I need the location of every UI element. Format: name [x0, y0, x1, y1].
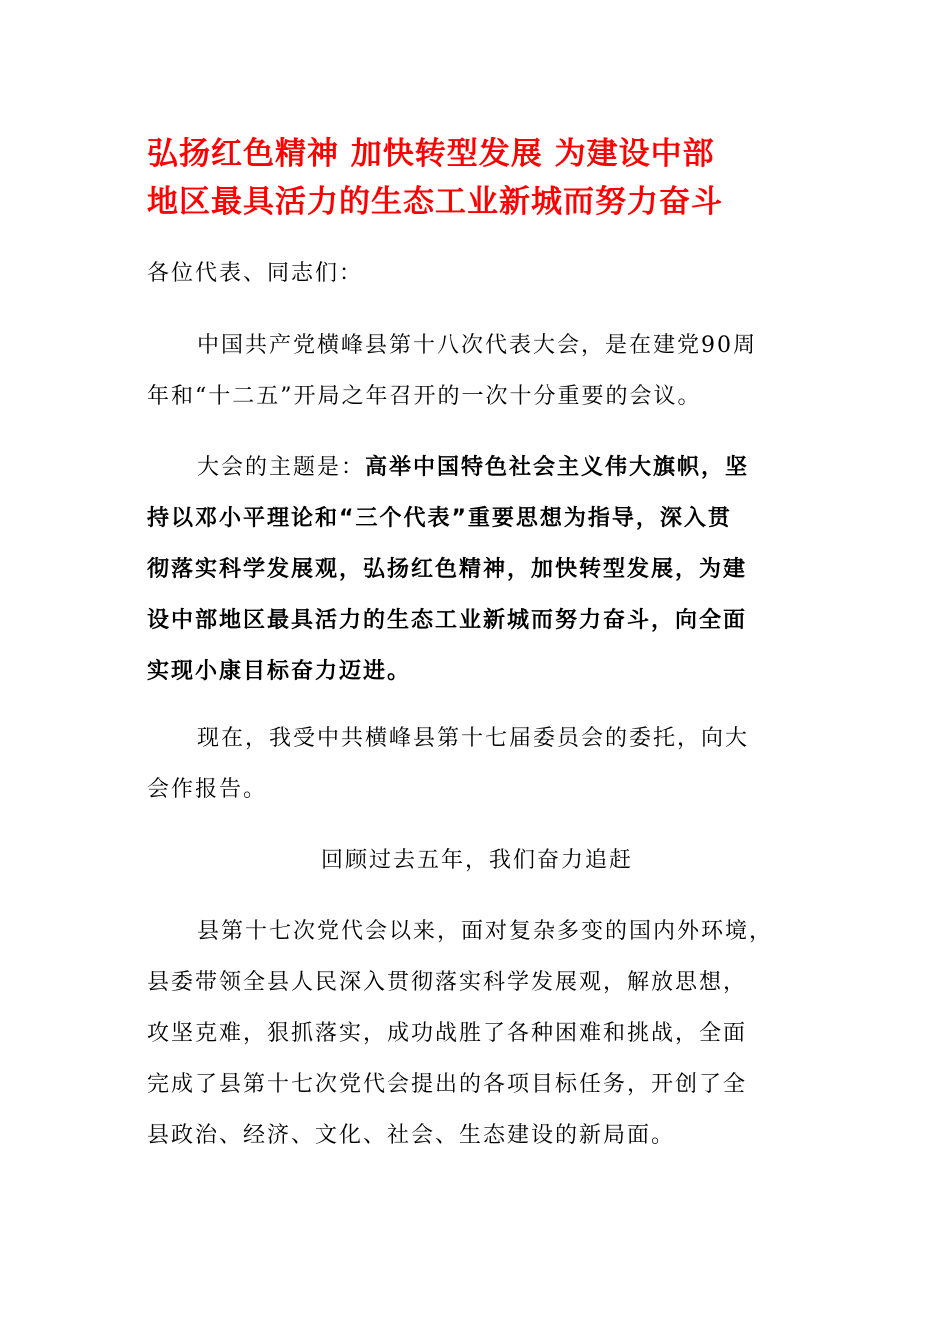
- paragraph-1-line-1: 中国共产党横峰县第十八次代表大会，是在建党90周: [197, 333, 757, 358]
- section-heading-text: 回顾过去五年，我们奋力追赶: [320, 848, 633, 873]
- paragraph-4-line-5: 县政治、经济、文化、社会、生态建设的新局面。: [147, 1123, 676, 1148]
- salutation-text: 各位代表、同志们：: [147, 261, 364, 286]
- paragraph-1: [147, 320, 807, 422]
- theme-bold-start: 高举中国特色社会主义伟大旗帜，坚: [365, 455, 750, 480]
- paragraph-4-line-4: 完成了县第十七次党代会提出的各项目标任务，开创了全: [147, 1072, 748, 1097]
- salutation: [147, 248, 807, 299]
- paragraph-3: [147, 713, 807, 815]
- paragraph-3-line-2: 会作报告。: [147, 777, 268, 802]
- paragraph-4: [147, 906, 807, 1161]
- title-line-1: 弘扬红色精神 加快转型发展 为建设中部: [147, 136, 715, 172]
- document-title: [147, 130, 807, 226]
- paragraph-3-line-1: 现在，我受中共横峰县第十七届委员会的委托，向大: [197, 726, 750, 751]
- paragraph-4-line-2: 县委带领全县人民深入贯彻落实科学发展观，解放思想，: [147, 970, 748, 995]
- paragraph-theme: [147, 442, 807, 697]
- section-heading: [147, 835, 807, 886]
- paragraph-theme-line-4: 设中部地区最具活力的生态工业新城而努力奋斗，向全面: [147, 608, 748, 633]
- paragraph-4-line-3: 攻坚克难，狠抓落实，成功战胜了各种困难和挑战，全面: [147, 1021, 748, 1046]
- paragraph-theme-line-1: [147, 442, 807, 493]
- paragraph-theme-line-2: 持以邓小平理论和“三个代表”重要思想为指导，深入贯: [147, 506, 732, 531]
- paragraph-theme-line-3: 彻落实科学发展观，弘扬红色精神，加快转型发展，为建: [147, 557, 748, 582]
- theme-lead: 大会的主题是：: [197, 455, 366, 480]
- paragraph-theme-line-5: 实现小康目标奋力迈进。: [147, 659, 412, 684]
- paragraph-1-line-2: 年和“十二五”开局之年召开的一次十分重要的会议。: [147, 384, 702, 409]
- paragraph-4-line-1: 县第十七次党代会以来，面对复杂多变的国内外环境，: [197, 919, 774, 944]
- title-line-2: 地区最具活力的生态工业新城而努力奋斗: [147, 184, 723, 220]
